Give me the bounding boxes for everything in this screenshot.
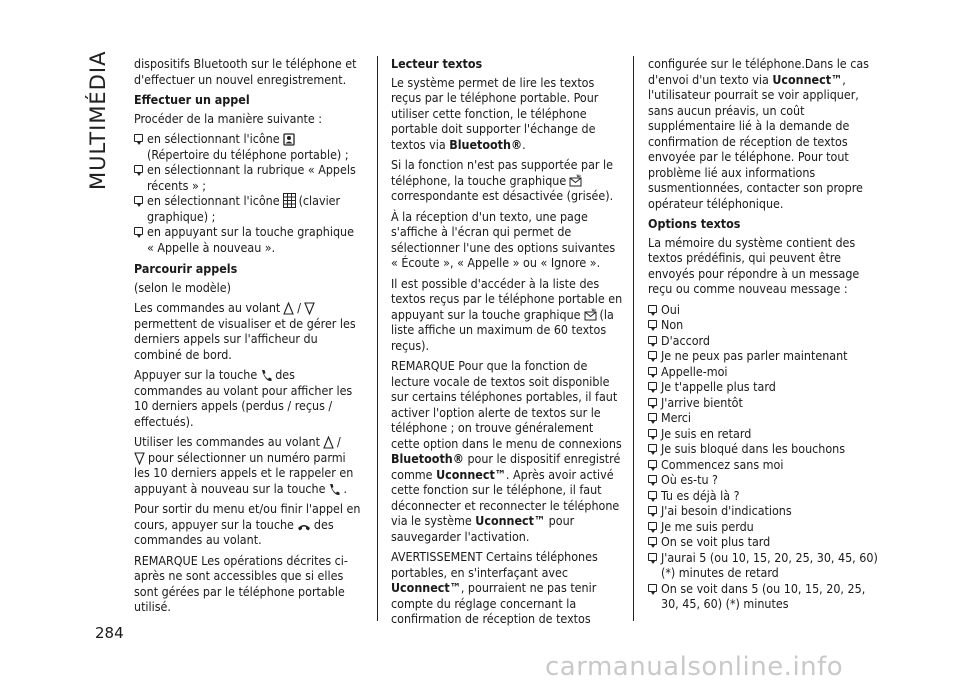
list-item: Je suis en retard	[648, 426, 883, 442]
list-item: Appelle-moi	[648, 364, 883, 380]
arrow-down-icon	[134, 452, 145, 465]
avertissement-note: AVERTISSEMENT Certains téléphones portables, en s'interfaçant avec Uconnect™, pourraient ne pas tenir compte du réglage concernant la confirmation de réception de textos	[391, 549, 598, 626]
list-item: en sélectionnant l'icône (Répertoire du téléphone portable) ;	[134, 131, 364, 162]
list-item: On se voit plus tard	[648, 534, 883, 550]
remarque-note: REMARQUE Les opérations décrites ci-après ne sont accessibles que si elles sont gérées par le téléphone portable utilisé.	[134, 552, 348, 614]
message-icon	[584, 308, 597, 322]
keypad-icon	[283, 193, 296, 208]
column-divider	[377, 56, 378, 621]
list-item: On se voit dans 5 (ou 10, 15, 20, 25, 30, 45, 60) (*) minutes	[648, 581, 883, 612]
bullet-icon	[648, 320, 657, 328]
phone-call-icon	[328, 483, 340, 496]
bullet-icon	[648, 444, 657, 452]
arrow-up-icon	[283, 302, 294, 315]
arrow-up-icon	[323, 436, 334, 449]
bullet-icon	[648, 382, 657, 390]
remarque-note: REMARQUE Pour que la fonction de lecture vocale de textos soit disponible sur certains téléphones portables, il faut activer l'option alerte de textos sur le téléphone ; on trouve généralement cette option dans le menu de connexions Bluetooth® pour le dispositif enregistré comme Uconnect™. Après avoir activé cette fonction sur le téléphone, il faut déconnecter et reconnecter le téléphone via le système Uconnect™ pour sauvegarder l'activation.	[391, 358, 622, 544]
column-3	[648, 56, 883, 612]
bullet-icon	[134, 227, 143, 235]
phonebook-icon	[283, 133, 295, 146]
arrow-down-icon	[304, 302, 315, 315]
bullet-icon	[134, 165, 143, 173]
select-number-text: Utiliser les commandes au volant / pour sélectionner un numéro parmi les 10 derniers appels et le rappeler en appuyant à nouveau sur la touche .	[134, 434, 354, 496]
model-note: (selon le modèle)	[134, 279, 231, 295]
bullet-icon	[648, 506, 657, 514]
column-1	[134, 56, 364, 620]
cost-warning-text: configurée sur le téléphone.Dans le cas d'envoi d'un texto via Uconnect™, l'utilisateur pourrait se voir appliquer, sans aucun préavis, un coût supplémentaire lié à la demande de confirmation de réception de textos envoyée par le téléphone. Pour tout problème lié aux informations susmentionnées, contacter son propre opérateur téléphonique.	[648, 56, 869, 211]
list-item: Oui	[648, 302, 883, 318]
message-icon	[569, 174, 582, 188]
watermark: carmanualsonline.info	[545, 652, 844, 682]
list-access-text: Il est possible d'accéder à la liste des textos reçus par le téléphone portable en appuyant sur la touche graphique (la liste affiche un maximum de 60 textos reçus).	[391, 275, 623, 353]
bullet-icon	[648, 584, 657, 592]
heading-options-textos: Options textos	[648, 216, 741, 231]
bullet-icon	[648, 475, 657, 483]
intro-text: dispositifs Bluetooth sur le téléphone et d'effectuer un nouvel enregistrement.	[134, 56, 357, 87]
page-number: 284	[95, 624, 124, 642]
heading-lecteur-textos: Lecteur textos	[391, 56, 483, 71]
bullet-icon	[648, 305, 657, 313]
bullet-icon	[648, 553, 657, 561]
reception-text: À la réception d'un texto, une page s'affiche à l'écran qui permet de sélectionner l'une des options suivantes « Écoute », « Appelle » ou « Ignore ».	[391, 208, 616, 270]
list-item: J'ai besoin d'indications	[648, 503, 883, 519]
column-2	[391, 56, 624, 632]
predefined-text: La mémoire du système contient des textos prédéfinis, qui peuvent être envoyés pour répondre à un message reçu ou comme nouveau message :	[648, 234, 860, 296]
list-item: en sélectionnant la rubrique « Appels récents » ;	[134, 162, 364, 193]
bullet-icon	[134, 196, 143, 204]
list-item: Je suis bloqué dans les bouchons	[648, 441, 883, 457]
bullet-icon	[648, 398, 657, 406]
sms-reader-text: Le système permet de lire les textos reçus par le téléphone portable. Pour utiliser cette fonction, le téléphone portable doit supporter l'échange de textos via Bluetooth®.	[391, 74, 599, 152]
options-list	[648, 302, 883, 612]
phone-call-icon	[260, 369, 272, 382]
phone-button-text: Appuyer sur la touche des commandes au volant pour afficher les 10 derniers appels (perdus / reçus / effectués).	[134, 367, 353, 429]
bullet-icon	[648, 336, 657, 344]
bullet-icon	[648, 491, 657, 499]
bullet-icon	[648, 537, 657, 545]
list-item: en sélectionnant l'icône (clavier graphique) ;	[134, 193, 364, 224]
list-item: Commencez sans moi	[648, 457, 883, 473]
hang-up-icon	[297, 523, 311, 532]
list-item: J'arrive bientôt	[648, 395, 883, 411]
bullet-icon	[648, 429, 657, 437]
procedure-text: Procéder de la manière suivante :	[134, 110, 323, 126]
heading-effectuer-appel: Effectuer un appel	[134, 92, 250, 107]
column-divider	[633, 56, 634, 621]
list-item: Non	[648, 317, 883, 333]
bullet-icon	[648, 367, 657, 375]
end-call-text: Pour sortir du menu et/ou finir l'appel en cours, appuyer sur la touche des commandes au volant.	[134, 501, 361, 547]
list-item: Je ne peux pas parler maintenant	[648, 348, 883, 364]
list-item: Où es-tu ?	[648, 472, 883, 488]
steering-commands-text: Les commandes au volant / permettent de visualiser et de gérer les derniers appels sur l'afficheur du combiné de bord.	[134, 300, 356, 362]
list-item: Je me suis perdu	[648, 519, 883, 535]
bullet-icon	[648, 351, 657, 359]
section-title: MULTIMÉDIA	[86, 50, 110, 190]
list-item: en appuyant sur la touche graphique « Appelle à nouveau ».	[134, 224, 364, 255]
list-item: Je t'appelle plus tard	[648, 379, 883, 395]
list-item: Merci	[648, 410, 883, 426]
bullet-icon	[648, 522, 657, 530]
unsupported-text: Si la fonction n'est pas supportée par le téléphone, la touche graphique correspondante est désactivée (grisée).	[391, 157, 614, 203]
list-item: Tu es déjà là ?	[648, 488, 883, 504]
bullet-icon	[134, 134, 143, 142]
heading-parcourir-appels: Parcourir appels	[134, 261, 238, 276]
bullet-icon	[648, 460, 657, 468]
list-item: D'accord	[648, 333, 883, 349]
list-item: J'aurai 5 (ou 10, 15, 20, 25, 30, 45, 60) (*) minutes de retard	[648, 550, 883, 581]
bullet-icon	[648, 413, 657, 421]
